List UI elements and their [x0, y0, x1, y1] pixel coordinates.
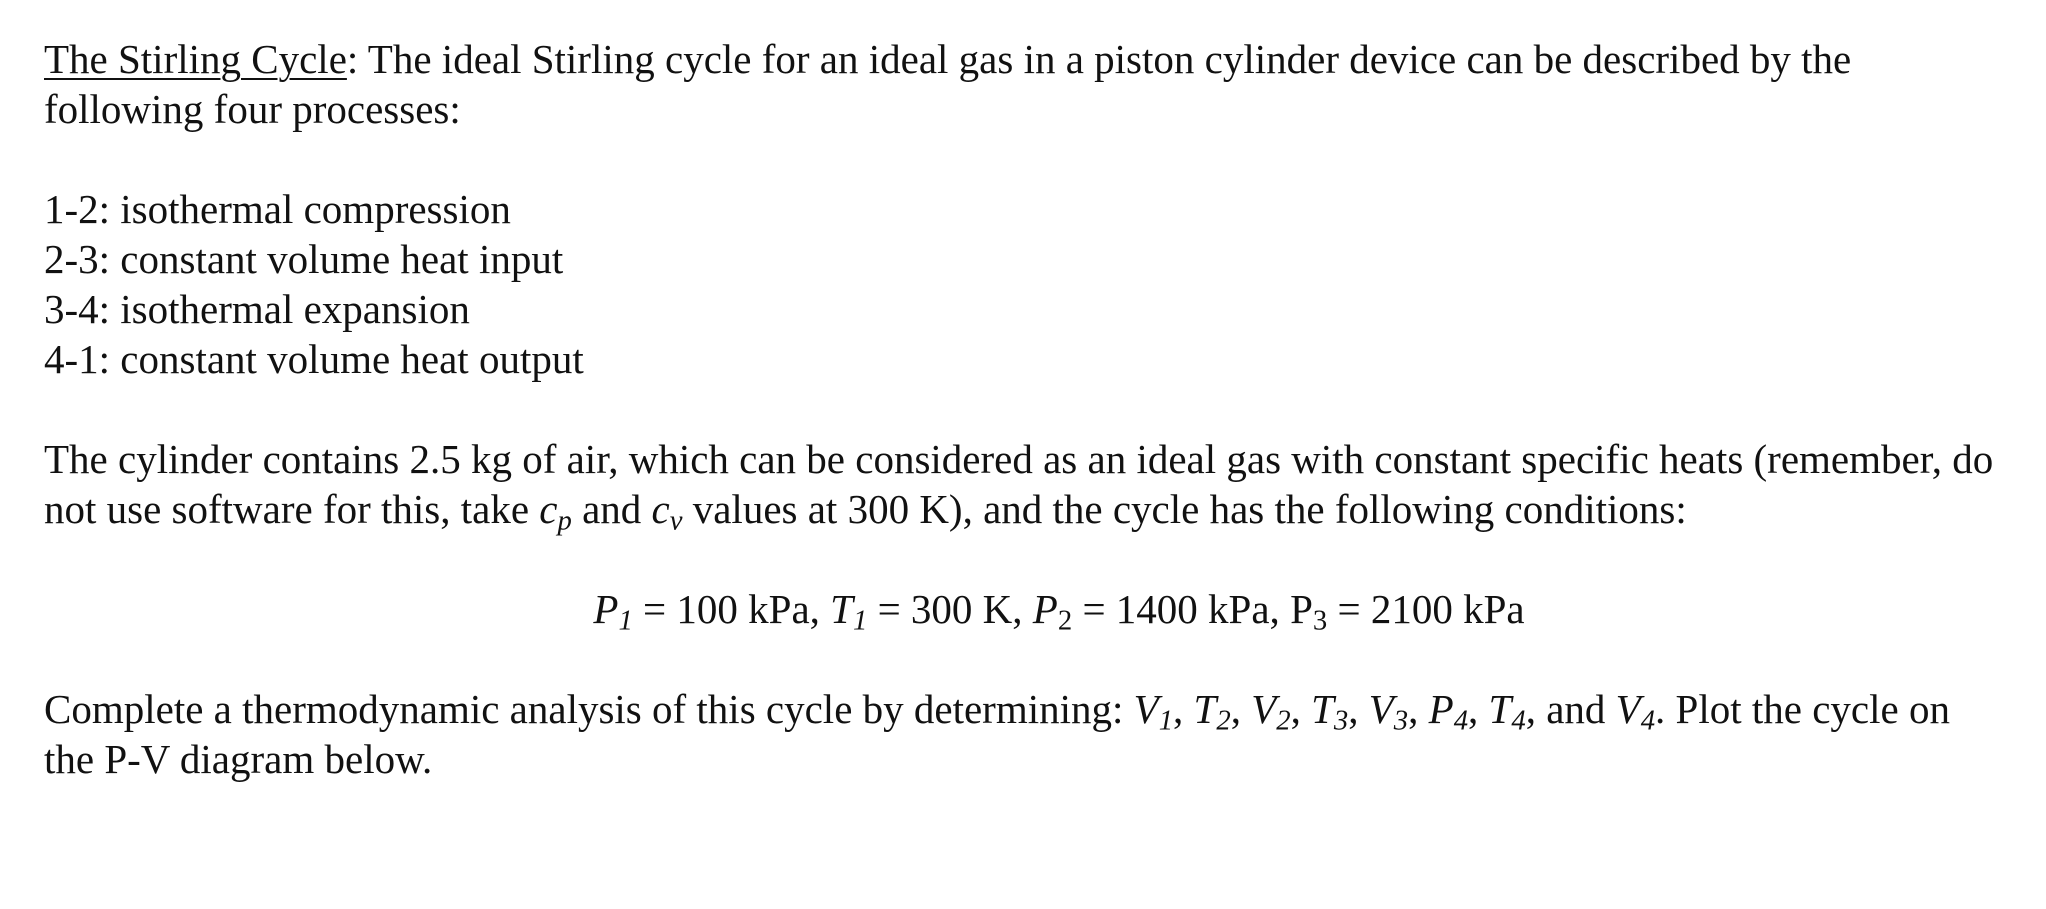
conditions-text: The cylinder contains 2.5 kg of air, which can be considered as an ideal gas with constant specific heats (remember, do not use software for this, take [44, 436, 1994, 532]
task-text-end: Plot the cycle on the P-V diagram below. [44, 686, 1950, 782]
task-variable-separator: , [1408, 686, 1429, 732]
cp-symbol: $c_p$ [539, 486, 572, 537]
t1-value: = 300 K, [867, 586, 1033, 632]
task-variable-separator: , [1230, 686, 1252, 732]
given-conditions-equation [44, 584, 2004, 637]
conditions-text-end: values at 300 K), and the cycle has the following conditions: [682, 486, 1687, 532]
task-variable-separator: , [1468, 686, 1489, 732]
spacer [44, 634, 2004, 684]
task-variable: $V_1$ [1133, 686, 1174, 737]
process-item: 3-4: isothermal expansion [44, 286, 470, 332]
task-variable-separator: . [1655, 686, 1676, 732]
p2-value: = 1400 kPa, [1072, 586, 1291, 632]
process-list [44, 184, 2004, 384]
task-text: Complete a thermodynamic analysis of this cycle by determining: [44, 686, 1134, 732]
document-body [44, 34, 2004, 784]
process-item: 1-2: isothermal compression [44, 186, 511, 232]
task-variable-separator: , and [1525, 686, 1616, 732]
p1-value: = 100 kPa, [632, 586, 831, 632]
spacer [44, 384, 2004, 434]
intro-text: : The ideal Stirling cycle for an ideal gas in a piston cylinder device can be described by the following four processes: [44, 36, 1852, 132]
p2-symbol: $P_2$ [1032, 586, 1073, 637]
conditions-and: and [571, 486, 652, 532]
task-variable: $T_2$ [1193, 686, 1231, 737]
spacer [44, 134, 2004, 184]
task-variable: $V_2$ [1251, 686, 1291, 737]
p3-value: = 2100 kPa [1327, 586, 1525, 632]
task-variable-separator: , [1290, 686, 1312, 732]
task-variable: $T_4$ [1488, 686, 1526, 737]
cv-symbol: $c_v$ [651, 486, 683, 537]
section-title: The Stirling Cycle [44, 36, 347, 82]
conditions-paragraph [44, 434, 2004, 537]
process-item: 4-1: constant volume heat output [44, 336, 584, 382]
intro-paragraph [44, 34, 2004, 134]
p1-symbol: $P_1$ [593, 586, 633, 637]
task-variable-separator: , [1173, 686, 1194, 732]
task-variable: $T_3$ [1311, 686, 1349, 737]
task-variables [1133, 686, 1676, 737]
p3-symbol: $P_3$ [1290, 586, 1328, 637]
t1-symbol: $T_1$ [830, 586, 868, 637]
task-variable: $P_4$ [1428, 686, 1469, 737]
task-paragraph [44, 684, 2004, 784]
task-variable: $V_3$ [1368, 686, 1409, 737]
process-item: 2-3: constant volume heat input [44, 236, 564, 282]
spacer [44, 534, 2004, 584]
task-variable-separator: , [1348, 686, 1369, 732]
task-variable: $V_4$ [1615, 686, 1656, 737]
